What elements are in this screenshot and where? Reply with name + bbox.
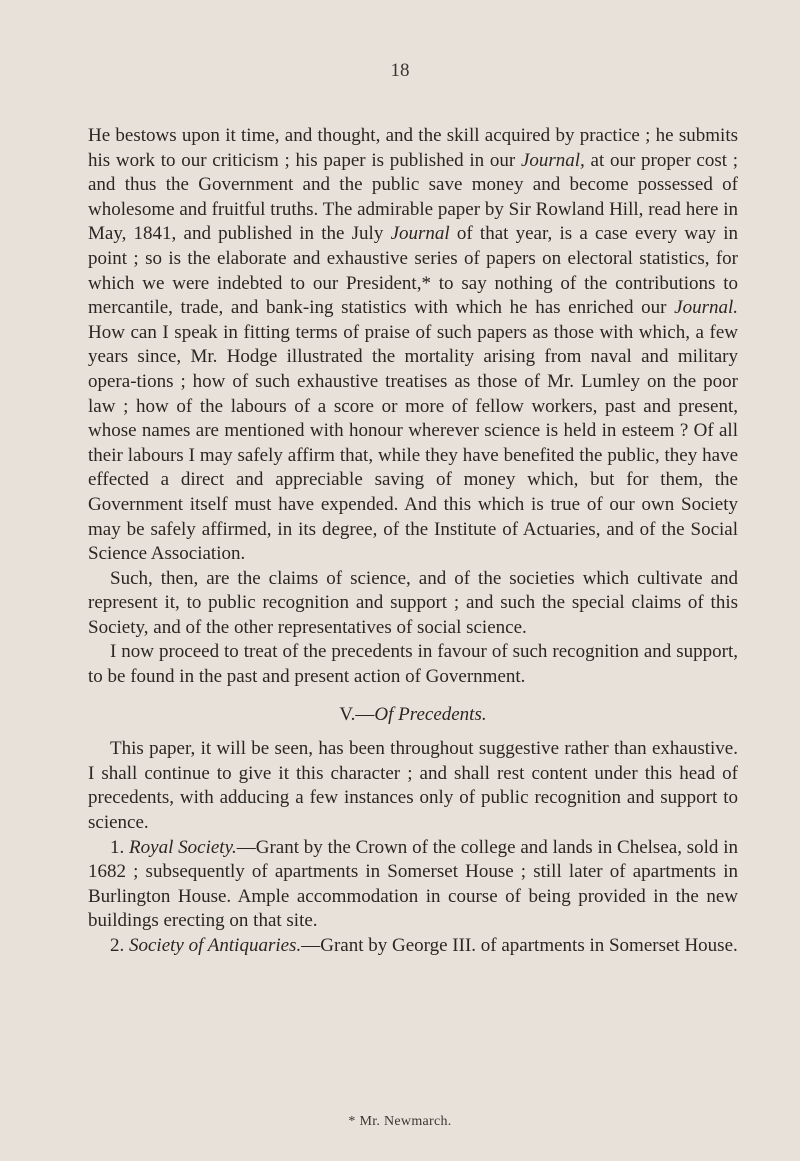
body-paragraph: This paper, it will be seen, has been throughout suggestive rather than exhaustive. I shall continue to give it this character ; and shall rest content under this head of precedents, with adducing a few instances only of public recognition and support to science. bbox=[88, 738, 738, 834]
section-heading-number: V.— bbox=[339, 703, 375, 725]
text-run: How can I speak in fitting terms of praise of such papers as those with which, a few years since, Mr. Hodge illustrated the mortality arising from naval and military opera-tions ; how of such exhaustive treatises as those of Mr. Lumley on the poor law ; how of the labours of a score or more of fellow workers, past and present, whose names are mentioned with honour wherever science is held in esteem ? Of all their labours I may safely affirm that, while they have benefited the public, they have effected a direct and appreciable saving of money which, but for them, the Government itself must have expended. And this which is true of our own Society may be safely affirmed, in its degree, of the Institute of Actuaries, and of the Social Science Association. bbox=[88, 321, 738, 565]
page-body bbox=[88, 124, 738, 959]
italic-journal: Journal, bbox=[520, 149, 585, 171]
text-run: of that year, is a case every way in point ; so is the elaborate and exhaustive series of papers on electoral statistics, for which we were indebted to our President,* to say nothing of the contributions to mercantile, trade, and bank-ing statistics with which he has enriched our bbox=[88, 223, 738, 319]
body-paragraph-continued bbox=[88, 124, 738, 567]
page-number: 18 bbox=[390, 60, 410, 81]
section-heading bbox=[88, 703, 738, 728]
body-paragraph: I now proceed to treat of the precedents in favour of such recognition and support, to be found in the past and present action of Government. bbox=[88, 641, 738, 688]
precedent-item bbox=[88, 934, 738, 959]
item-number: 1. bbox=[110, 836, 130, 858]
item-text: —Grant by George III. of apartments in Somerset House. bbox=[301, 935, 738, 956]
precedent-item bbox=[88, 836, 738, 934]
text-run: He bestows upon it time, and thought, and the skill acquired by practice ; he submits his work to our criticism ; his paper is published in our bbox=[88, 125, 738, 171]
body-paragraph: Such, then, are the claims of science, and of the societies which cultivate and represent it, to public recognition and support ; and such the special claims of this Society, and of the other representatives of social science. bbox=[88, 567, 738, 638]
italic-journal: Journal bbox=[390, 223, 450, 245]
section-heading-title: Of Precedents. bbox=[374, 703, 487, 725]
footnote: * Mr. Newmarch. bbox=[348, 1114, 452, 1129]
item-number: 2. bbox=[110, 935, 129, 956]
item-title: Society of Antiquaries. bbox=[129, 935, 302, 956]
italic-journal: Journal. bbox=[674, 297, 738, 319]
item-title: Royal Society. bbox=[129, 836, 237, 858]
item-text: —Grant by the Crown of the college and lands in Chelsea, sold in 1682 ; subsequently of apartments in Somerset House ; still later of apartments in Burlington House. Ample accommodation in course of being provided in the new buildings erecting on that site. bbox=[88, 836, 738, 932]
text-run: at our proper cost ; and thus the Government and the public save money and become possessed of wholesome and fruitful truths. The admirable paper by Sir Rowland Hill, read here in May, 1841, and published in the July bbox=[88, 149, 739, 245]
